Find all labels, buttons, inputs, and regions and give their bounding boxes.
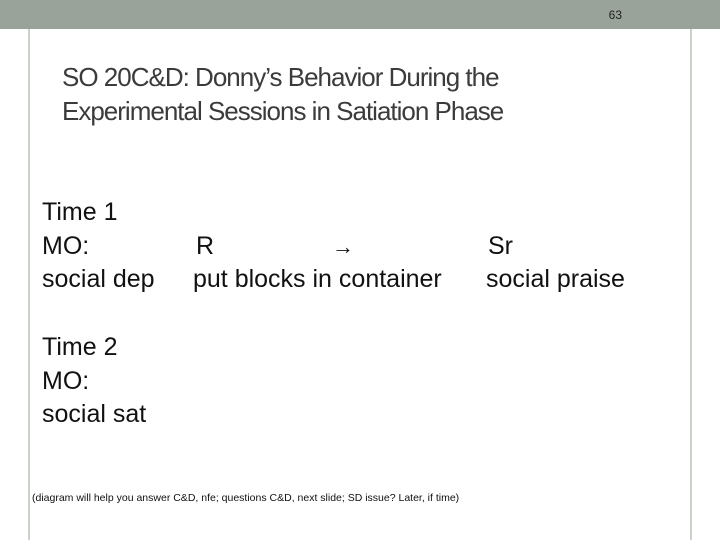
- arrow-icon: →: [332, 233, 354, 259]
- time1-heading: Time 1: [42, 198, 118, 226]
- top-bar: [0, 0, 720, 29]
- time1-mo-value: social dep: [42, 265, 155, 293]
- time2-mo-label: MO:: [42, 366, 90, 395]
- slide-title: [62, 60, 662, 128]
- left-rule-divider: [28, 29, 30, 540]
- time2-heading: Time 2: [42, 333, 118, 361]
- time1-r-value: put blocks in container: [193, 265, 442, 293]
- right-rule-divider: [690, 29, 692, 540]
- time1-sr-label: Sr: [488, 231, 513, 260]
- time1-sr-value: social praise: [486, 265, 625, 293]
- title-line-2: Experimental Sessions in Satiation Phase: [62, 96, 504, 126]
- time1-mo-label: MO:: [42, 231, 90, 260]
- time2-mo-value: social sat: [42, 400, 147, 428]
- footnote: (diagram will help you answer C&D, nfe; questions C&D, next slide; SD issue? Later, if time): [32, 492, 460, 504]
- page-number: 63: [608, 8, 622, 22]
- title-line-1: SO 20C&D: Donny’s Behavior During the: [62, 62, 499, 92]
- time1-r-label: R: [196, 231, 215, 260]
